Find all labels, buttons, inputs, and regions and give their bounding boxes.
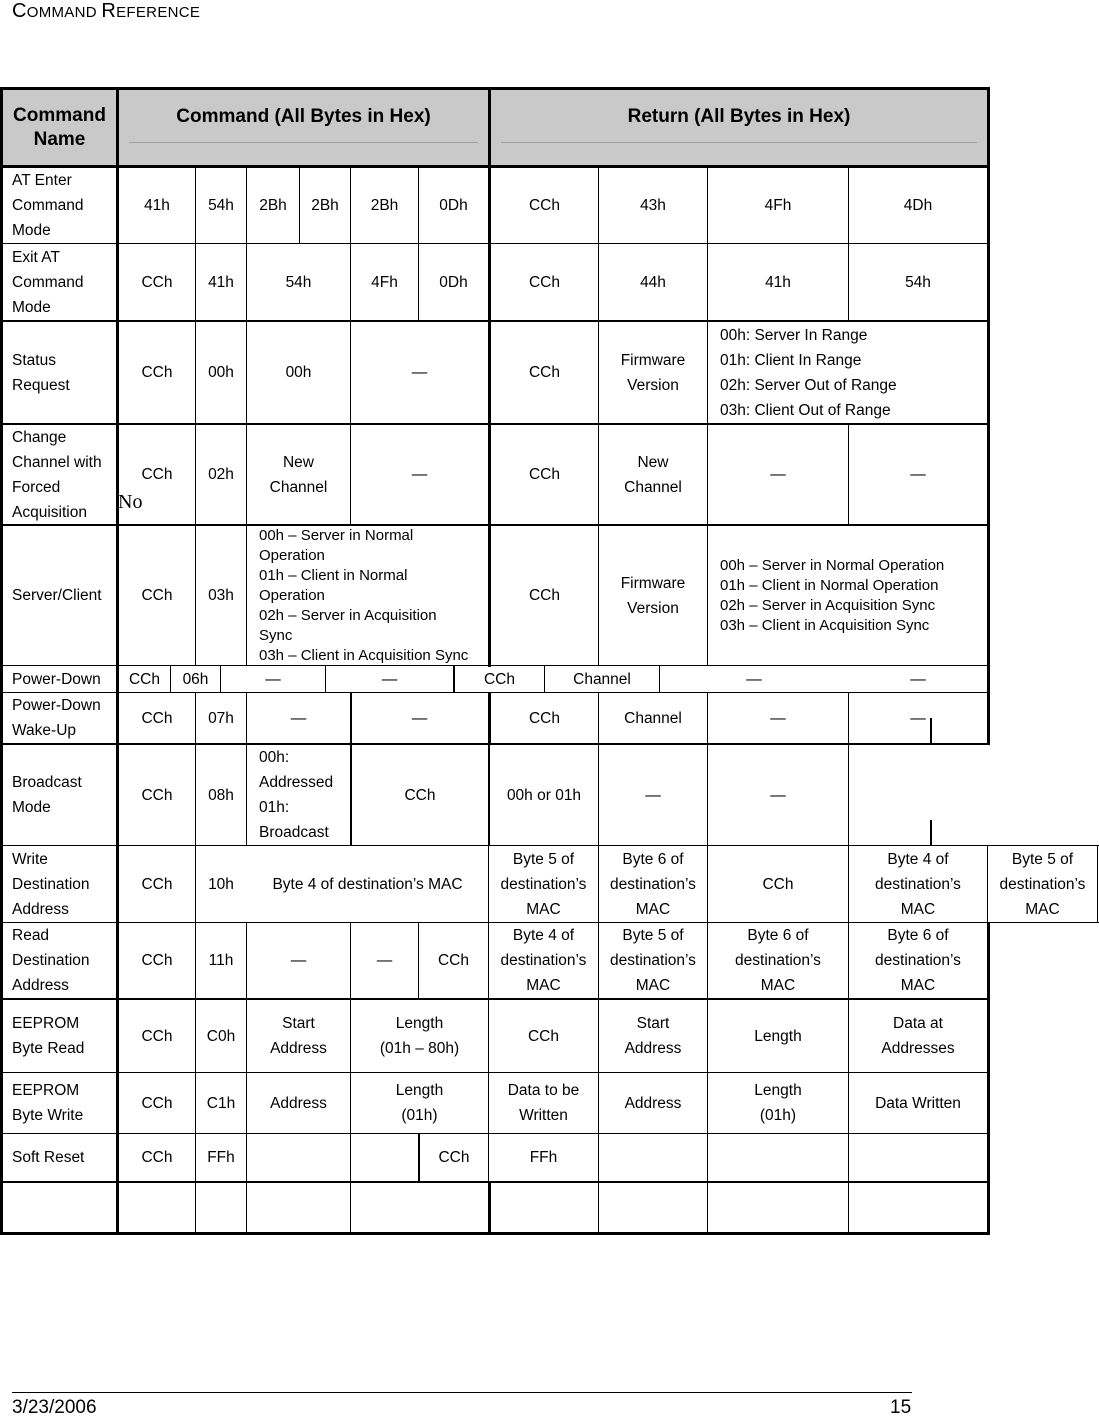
header-command-bytes: Command (All Bytes in Hex): [119, 89, 488, 167]
table-cell: —: [910, 670, 926, 688]
table-cell: Start Address: [624, 1015, 682, 1057]
table-cell: CCh: [141, 1149, 173, 1166]
row-name-status-request: Status Request: [12, 351, 70, 394]
row-name-change-channel: Change Channel with Forced Acquisition: [12, 428, 102, 521]
table-cell: FFh: [529, 1149, 558, 1166]
table-cell: CCh: [437, 952, 469, 969]
footer-rule: [12, 1392, 912, 1393]
row-line: [0, 1181, 990, 1183]
table-cell: —: [910, 466, 926, 483]
table-cell: CCh: [528, 709, 560, 727]
table-cell: 00h: [285, 364, 312, 381]
table-cell: CCh: [528, 273, 560, 291]
table-cell: CCh: [141, 875, 173, 893]
row-name-eeprom-byte-write: EEPROM Byte Write: [12, 1082, 84, 1124]
table-cell: 08h: [208, 786, 234, 804]
table-cell: Byte 4 of destination’s MAC: [500, 927, 587, 994]
table-cell: —: [290, 952, 307, 969]
table-cell: CCh: [141, 466, 173, 483]
table-cell: CCh: [141, 709, 173, 727]
table-cell: —: [290, 709, 307, 727]
table-cell: CCh: [141, 1027, 173, 1045]
table-cell: 07h: [208, 709, 234, 727]
table-cell: CCh: [528, 587, 560, 604]
table-cell: Data to be Written: [507, 1082, 580, 1124]
table-border-top: [0, 87, 990, 90]
table-cell: CCh: [128, 670, 160, 688]
table-cell: 54h: [285, 273, 312, 291]
table-cell: 44h: [640, 273, 666, 291]
table-cell: Data at Addresses: [881, 1015, 955, 1057]
table-cell: CCh: [528, 364, 560, 381]
table-cell: —: [645, 786, 661, 804]
table-cell: —: [411, 709, 428, 727]
table-cell: CCh: [404, 786, 436, 804]
row-name-broadcast-mode: Broadcast Mode: [12, 774, 82, 816]
table-cell: 10h: [208, 875, 234, 893]
table-cell: 41h: [765, 273, 791, 291]
table-cell: 00h: [208, 364, 234, 381]
table-cell: —: [746, 670, 762, 688]
table-cell: —: [265, 670, 281, 688]
table-cell: CCh: [141, 587, 173, 604]
table-cell: Length (01h): [395, 1082, 444, 1124]
table-cell: Length: [754, 1027, 802, 1045]
table-border-right: [987, 87, 990, 745]
table-cell: CCh: [762, 875, 794, 893]
table-cell: 03h: [208, 587, 234, 604]
table-cell: CCh: [141, 273, 173, 291]
table-cell: Byte 5 of destination’s MAC: [999, 850, 1086, 918]
table-cell: 2Bh: [259, 197, 287, 214]
row-name-power-down-wake-up: Power-Down Wake-Up: [12, 697, 101, 739]
table-cell: 11h: [208, 952, 234, 969]
table-cell: Byte 4 of destination’s MAC: [875, 850, 961, 918]
table-cell: 02h: [208, 466, 234, 483]
table-cell: Address: [624, 1094, 682, 1112]
table-cell: Byte 5 of destination’s MAC: [500, 850, 587, 918]
table-cell: New Channel: [269, 453, 328, 496]
table-cell: Firmware Version: [620, 574, 686, 617]
table-cell: 06h: [182, 670, 209, 688]
table-cell: C1h: [206, 1094, 236, 1112]
table-cell: —: [411, 466, 428, 483]
table-cell: —: [376, 952, 393, 969]
row-name-write-destination: Write Destination Address: [12, 850, 90, 918]
table-cell: CCh: [141, 786, 173, 804]
table-cell: —: [770, 466, 786, 483]
table-cell: CCh: [141, 364, 173, 381]
row-name-power-down: Power-Down: [12, 670, 101, 688]
header-command-name: Command Name: [2, 89, 117, 167]
table-cell: Data Written: [875, 1094, 961, 1112]
table-cell: 43h: [640, 197, 666, 214]
table-cell: Channel: [624, 709, 682, 727]
col-line: [930, 820, 932, 845]
header-return-bytes: Return (All Bytes in Hex): [491, 89, 987, 167]
col-line: [1097, 845, 1098, 923]
table-cell: CCh: [438, 1149, 470, 1166]
table-cell: 41h: [208, 273, 234, 291]
table-cell: 4Dh: [903, 197, 933, 214]
row-name-soft-reset: Soft Reset: [12, 1149, 85, 1166]
table-cell: —: [770, 709, 786, 727]
table-cell: 4Fh: [371, 273, 398, 291]
col-divider-cmd-ret-3: [488, 1182, 491, 1235]
table-cell: Byte 4 of destination’s MAC: [272, 875, 463, 893]
table-border-bottom: [0, 1232, 990, 1235]
table-cell: 2Bh: [311, 197, 339, 214]
table-cell: 00h: Addressed 01h: Broadcast: [259, 749, 334, 841]
table-cell: Byte 5 of destination’s MAC: [610, 927, 696, 994]
table-cell: Length (01h): [754, 1082, 802, 1124]
row-name-server-client: Server/Client: [12, 587, 102, 604]
table-cell: 0Dh: [439, 273, 468, 291]
table-cell: 54h: [208, 197, 234, 214]
footer-date: 3/23/2006: [12, 1397, 97, 1418]
table-cell: CCh: [483, 670, 515, 688]
table-cell: New Channel: [624, 453, 682, 496]
page-number: 15: [890, 1397, 912, 1418]
table-cell: 00h – Server in Normal Operation 01h – Client in Normal Operation 02h – Server in Acquisition Sync 03h – Client in Acquisition Sync: [259, 526, 469, 664]
table-cell: 0Dh: [439, 197, 468, 214]
table-cell: —: [381, 670, 398, 688]
table-cell: 41h: [144, 197, 170, 214]
row-name-at-enter: AT Enter Command Mode: [12, 172, 84, 239]
row-name-eeprom-byte-read: EEPROM Byte Read: [12, 1015, 85, 1057]
table-cell: CCh: [527, 1027, 559, 1045]
table-cell: FFh: [207, 1149, 235, 1166]
stray-text: No: [118, 491, 143, 513]
table-cell: C0h: [206, 1027, 236, 1045]
table-cell: CCh: [528, 466, 560, 483]
table-cell: Byte 6 of destination’s MAC: [610, 850, 696, 918]
table-cell: —: [411, 364, 428, 381]
row-name-exit-at: Exit AT Command Mode: [12, 248, 84, 316]
page-title: COMMAND REFERENCE: [12, 0, 201, 22]
table-cell: Byte 6 of destination’s MAC: [875, 927, 961, 994]
table-cell: Byte 6 of destination’s MAC: [735, 927, 821, 994]
table-border-right-lower: [987, 923, 990, 1235]
table-cell: 4Fh: [764, 197, 792, 214]
table-cell: CCh: [528, 197, 560, 214]
table-cell: Length (01h – 80h): [379, 1015, 460, 1057]
table-cell: Address: [270, 1094, 327, 1112]
table-cell: 54h: [905, 273, 931, 291]
table-cell: CCh: [141, 1094, 173, 1112]
row-name-read-destination: Read Destination Address: [12, 927, 90, 994]
table-cell: Firmware Version: [620, 351, 686, 394]
table-cell: Channel: [573, 670, 631, 688]
table-cell: —: [770, 786, 786, 804]
table-cell: 00h – Server in Normal Operation 01h – Client in Normal Operation 02h – Server in Acquisition Sync 03h – Client in Acquisition Sync: [720, 556, 945, 634]
table-cell: 2Bh: [370, 197, 399, 214]
table-cell: 00h: Server In Range 01h: Client In Range 02h: Server Out of Range 03h: Client Out of Range: [720, 326, 897, 419]
table-cell: —: [910, 709, 926, 727]
table-cell: Start Address: [270, 1015, 327, 1057]
table-cell: 00h or 01h: [506, 786, 582, 804]
table-cell: CCh: [141, 952, 173, 969]
